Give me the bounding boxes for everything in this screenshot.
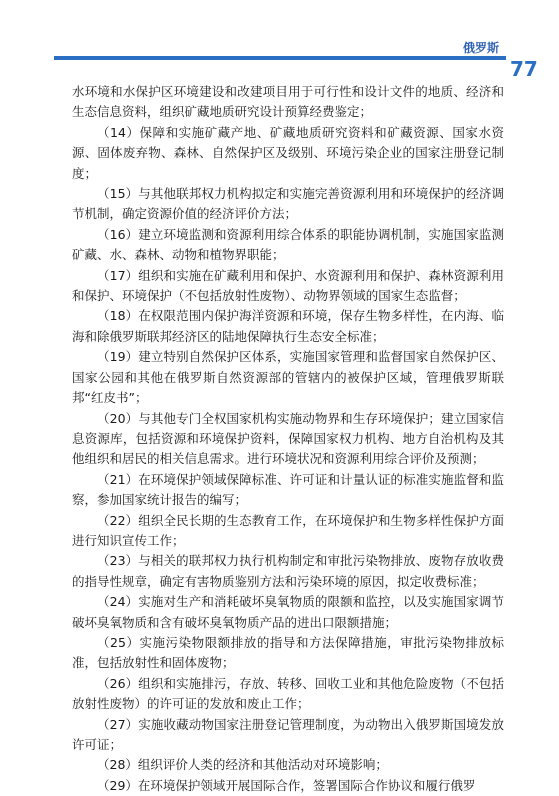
paragraph-continuation: 水环境和水保护区环境建设和改建项目用于可行性和设计文件的地质、经济和生态信息资料，组织矿藏地质研究设计预算经费鉴定； [72, 84, 504, 120]
paragraph-item-14: （14）保障和实施矿藏产地、矿藏地质研究资料和矿藏资源、国家水资源、固体废弃物、森林、自然保护区及级别、环境污染企业的国家注册登记制度； [72, 124, 504, 181]
page-number: 77 [510, 57, 538, 81]
paragraph-item-19: （19）建立特别自然保护区体系，实施国家管理和监督国家自然保护区、国家公园和其他在俄罗斯自然资源部的管辖内的被保护区域，管理俄罗斯联邦“红皮书”； [72, 349, 504, 406]
paragraph-item-18: （18）在权限范围内保护海洋资源和环境，保存生物多样性，在内海、临海和除俄罗斯联邦经济区的陆地保障执行生态安全标准； [72, 308, 504, 344]
paragraph-item-20: （20）与其他专门全权国家机构实施动物界和生存环境保护；建立国家信息资源库，包括资源和环境保护资料，保障国家权力机构、地方自治机构及其他组织和居民的相关信息需求。进行环境状况和资源利用综合评价及预测； [72, 410, 504, 467]
paragraph-item-27: （27）实施收藏动物国家注册登记管理制度，为动物出入俄罗斯国境发放许可证； [72, 716, 504, 752]
paragraph-item-24: （24）实施对生产和消耗破坏臭氧物质的限额和监控，以及实施国家调节破坏臭氧物质和含有破坏臭氧物质产品的进出口限额措施； [72, 594, 504, 630]
paragraph-item-23: （23）与相关的联邦权力执行机构制定和审批污染物排放、废物存放收费的指导性规章，确定有害物质鉴别方法和污染环境的原因，拟定收费标准； [72, 553, 504, 589]
body-text [72, 82, 504, 796]
paragraph-item-29: （29）在环境保护领域开展国际合作，签署国际合作协议和履行俄罗 [97, 777, 476, 793]
running-head: 俄罗斯 [462, 41, 499, 55]
header-rule [54, 56, 506, 60]
paragraph-item-21: （21）在环境保护领域保障标准、许可证和计量认证的标准实施监督和监察，参加国家统计报告的编写； [72, 471, 504, 508]
paragraph-item-28: （28）组织评价人类的经济和其他活动对环境影响； [97, 757, 388, 773]
paragraph-item-22: （22）组织全民长期的生态教育工作，在环境保护和生物多样性保护方面进行知识宣传工作； [72, 512, 504, 548]
paragraph-item-15: （15）与其他联邦权力机构拟定和实施完善资源利用和环境保护的经济调节机制，确定资源价值的经济评价方法； [72, 186, 504, 222]
paragraph-item-26: （26）组织和实施排污，存放、转移、回收工业和其他危险废物（不包括放射性废物）的许可证的发放和废止工作； [72, 675, 504, 712]
paragraph-item-17: （17）组织和实施在矿藏利用和保护、水资源利用和保护、森林资源利用和保护、环境保护（不包括放射性废物）、动物界领域的国家生态监督； [72, 267, 504, 304]
paragraph-item-25: （25）实施污染物限额排放的指导和方法保障措施，审批污染物排放标准，包括放射性和固体废物； [72, 634, 504, 671]
paragraph-item-16: （16）建立环境监测和资源利用综合体系的职能协调机制，实施国家监测矿藏、水、森林、动物和植物界职能； [72, 226, 504, 263]
